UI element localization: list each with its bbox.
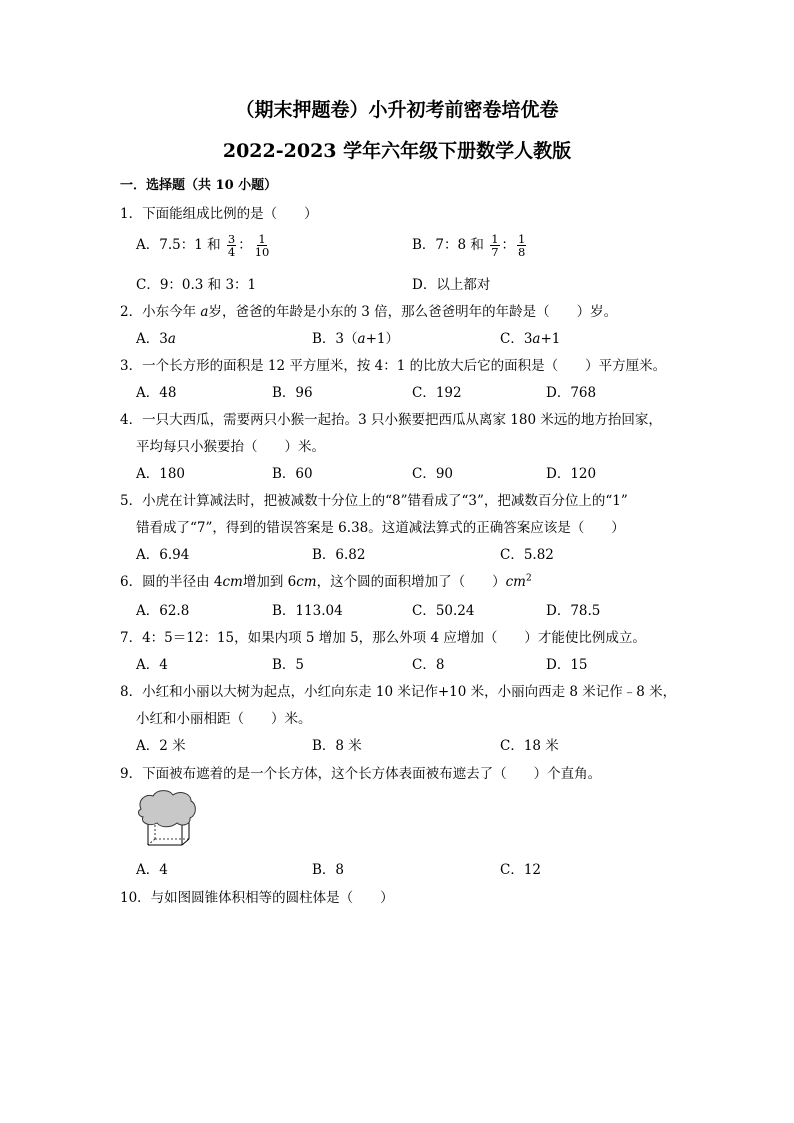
q4-option-c[interactable]: C．90 — [412, 466, 454, 482]
question-4: 4．一只大西瓜，需要两只小猴一起抬。3 只小猴要把西瓜从离家 180 米远的地方抬回家， — [120, 412, 662, 428]
q3-option-a[interactable]: A．48 — [136, 385, 177, 401]
fraction: $\frac{1}{8}$ — [518, 232, 526, 260]
section-heading: 一．选择题（共 10 小题） — [120, 178, 278, 193]
q4-option-a[interactable]: A．180 — [136, 466, 186, 482]
q5-option-a[interactable]: A．6.94 — [136, 547, 190, 563]
q3-option-b[interactable]: B．96 — [272, 385, 313, 401]
q1-option-a[interactable]: A．7.5：1 和 $\frac{3}{4}$ ： $\frac{1}{10}$ — [136, 232, 270, 260]
q7-option-d[interactable]: D．15 — [546, 657, 588, 673]
q8-option-c[interactable]: C．18 米 — [500, 738, 559, 754]
question-2: 2．小东今年 a岁，爸爸的年龄是小东的 3 倍，那么爸爸明年的年龄是（ ）岁。 — [120, 304, 618, 320]
question-8-cont: 小红和小丽相距（ ）米。 — [136, 711, 312, 727]
question-5: 5．小虎在计算减法时，把被减数十分位上的“8”错看成了“3”，把减数百分位上的“1” — [120, 493, 628, 509]
q3-option-d[interactable]: D．768 — [546, 385, 597, 401]
fraction: $\frac{3}{4}$ — [227, 232, 236, 260]
q2-option-b[interactable]: B．3（a+1） — [312, 331, 399, 347]
covered-cuboid-figure — [135, 787, 199, 855]
question-4-cont: 平均每只小猴要抬（ ）米。 — [136, 439, 325, 455]
fraction: $\frac{1}{10}$ — [254, 232, 270, 260]
question-10: 10．与如图圆锥体积相等的圆柱体是（ ） — [120, 890, 394, 906]
q7-option-b[interactable]: B．5 — [272, 657, 305, 673]
q2-option-c[interactable]: C．3a+1 — [500, 331, 561, 347]
q1-a-label: A．7.5：1 和 — [136, 237, 221, 254]
question-1: 1．下面能组成比例的是（ ） — [120, 206, 318, 222]
q1-option-c[interactable]: C．9：0.3 和 3：1 — [136, 277, 257, 293]
q7-option-c[interactable]: C．8 — [412, 657, 445, 673]
q7-option-a[interactable]: A．4 — [136, 657, 168, 673]
cloth-cuboid-icon — [135, 787, 199, 851]
q9-option-c[interactable]: C．12 — [500, 862, 542, 878]
q8-option-b[interactable]: B．8 米 — [312, 738, 362, 754]
question-6: 6．圆的半径由 4cm增加到 6cm，这个圆的面积增加了（ ）$cm^2$ — [120, 573, 532, 590]
question-8: 8．小红和小丽以大树为起点，小红向东走 10 米记作+10 米，小丽向西走 8 米记作﹣8 米， — [120, 684, 677, 700]
q6-option-a[interactable]: A．62.8 — [136, 603, 190, 619]
q1-option-d[interactable]: D．以上都对 — [412, 277, 491, 293]
q6-option-d[interactable]: D．78.5 — [546, 603, 601, 619]
q1-b-label: B．7：8 和 — [412, 237, 484, 254]
exam-subtitle: 2022-2023 学年六年级下册数学人教版 — [222, 140, 572, 162]
exam-title: （期末押题卷）小升初考前密卷培优卷 — [235, 99, 559, 121]
question-5-cont: 错看成了“7”，得到的错误答案是 6.38。这道减法算式的正确答案应该是（ ） — [136, 520, 625, 536]
q9-option-a[interactable]: A．4 — [136, 862, 168, 878]
q4-option-b[interactable]: B．60 — [272, 466, 313, 482]
question-7: 7．4：5＝12：15，如果内项 5 增加 5，那么外项 4 应增加（ ）才能使比例成立。 — [120, 630, 646, 646]
q6-option-c[interactable]: C．50.24 — [412, 603, 475, 619]
q6-option-b[interactable]: B．113.04 — [272, 603, 343, 619]
q3-option-c[interactable]: C．192 — [412, 385, 462, 401]
q5-option-c[interactable]: C．5.82 — [500, 547, 554, 563]
q4-option-d[interactable]: D．120 — [546, 466, 597, 482]
q2-option-a[interactable]: A．3a — [136, 331, 176, 347]
q1-option-b[interactable]: B．7：8 和 $\frac{1}{7}$ ： $\frac{1}{8}$ — [412, 232, 526, 260]
q8-option-a[interactable]: A．2 米 — [136, 738, 186, 754]
question-9: 9．下面被布遮着的是一个长方体，这个长方体表面被布遮去了（ ）个直角。 — [120, 766, 602, 782]
q5-option-b[interactable]: B．6.82 — [312, 547, 366, 563]
fraction: $\frac{1}{7}$ — [491, 232, 499, 260]
question-3: 3．一个长方形的面积是 12 平方厘米，按 4：1 的比放大后它的面积是（ ）平方厘米。 — [120, 358, 667, 374]
q9-option-b[interactable]: B．8 — [312, 862, 345, 878]
